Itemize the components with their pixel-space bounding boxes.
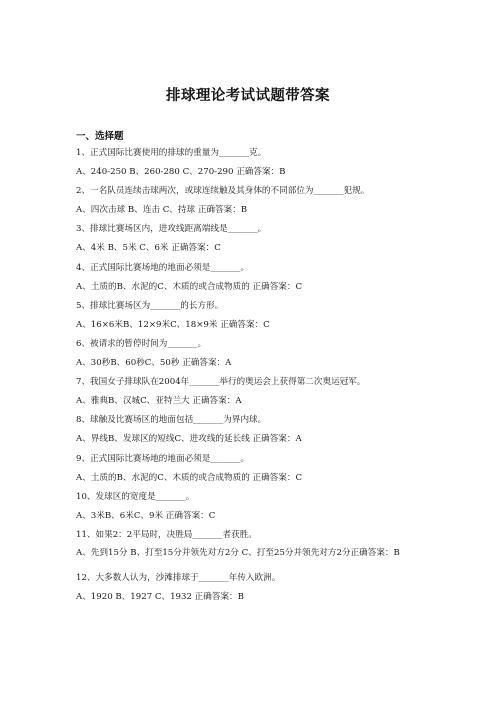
question-11: 11、如果2：2平局时，决胜局_______者获胜。: [76, 529, 257, 540]
document-title: 排球理论考试试题带答案: [166, 88, 330, 104]
question-5: 5、排球比赛场区为_______的长方形。: [76, 300, 224, 311]
answer-12: A、1920 B、1927 C、1932 正确答案：B: [76, 591, 244, 602]
answer-11: A、先到15分 B、打至15分并领先对方2分 C、打至25分并领先对方2分正确答案：B: [76, 548, 400, 559]
answer-9: A、土质的B、水泥的C、木质的或合成物质的 正确答案：C: [76, 472, 303, 483]
answer-8: A、界线B、发球区的短线C、进攻线的延长线 正确答案：A: [76, 434, 302, 445]
answer-3: A、4米 B、5米 C、6米 正确答案：C: [76, 243, 221, 254]
question-8: 8、球触及比赛场区的地面包括_______为界内球。: [76, 415, 267, 426]
question-9: 9、正式国际比赛场地的地面必须是_______。: [76, 453, 250, 464]
question-2: 2、一名队员连续击球两次，或球连续触及其身体的不同部位为_______犯规。: [76, 186, 370, 197]
question-4: 4、正式国际比赛场地的地面必须是_______。: [76, 262, 250, 273]
question-10: 10、发球区的宽度是_______。: [76, 491, 195, 502]
question-1: 1、正式国际比赛使用的排球的重量为_______克。: [76, 148, 267, 158]
question-7: 7、我国女子排球队在2004年_______举行的奥运会上获得第二次奥运冠军。: [76, 377, 366, 388]
question-list: [76, 148, 432, 611]
answer-5: A、16×6米B、12×9米C、18×9米 正确答案：C: [76, 319, 270, 330]
answer-6: A、30秒B、60秒C、50秒 正确答案：A: [76, 358, 232, 369]
answer-4: A、土质的B、水泥的C、木质的或合成物质的 正确答案：C: [76, 281, 303, 292]
question-6: 6、被请求的暂停时间为_______。: [76, 338, 207, 349]
answer-2: A、四次击球 B、连击 C、持球 正确答案：B: [76, 205, 248, 216]
question-3: 3、排球比赛场区内，进攻线距离端线是_______。: [76, 224, 267, 235]
question-12: 12、大多数人认为，沙滩排球于_______年传入欧洲。: [76, 572, 281, 583]
section-heading: 一、选择题: [76, 131, 124, 142]
answer-7: A、雅典B、汉城C、亚特兰大 正确答案：A: [76, 396, 242, 407]
answer-1: A、240-250 B、260-280 C、270-290 正确答案：B: [76, 167, 286, 178]
answer-10: A、3米B、6米C、9米 正确答案：C: [76, 510, 216, 521]
